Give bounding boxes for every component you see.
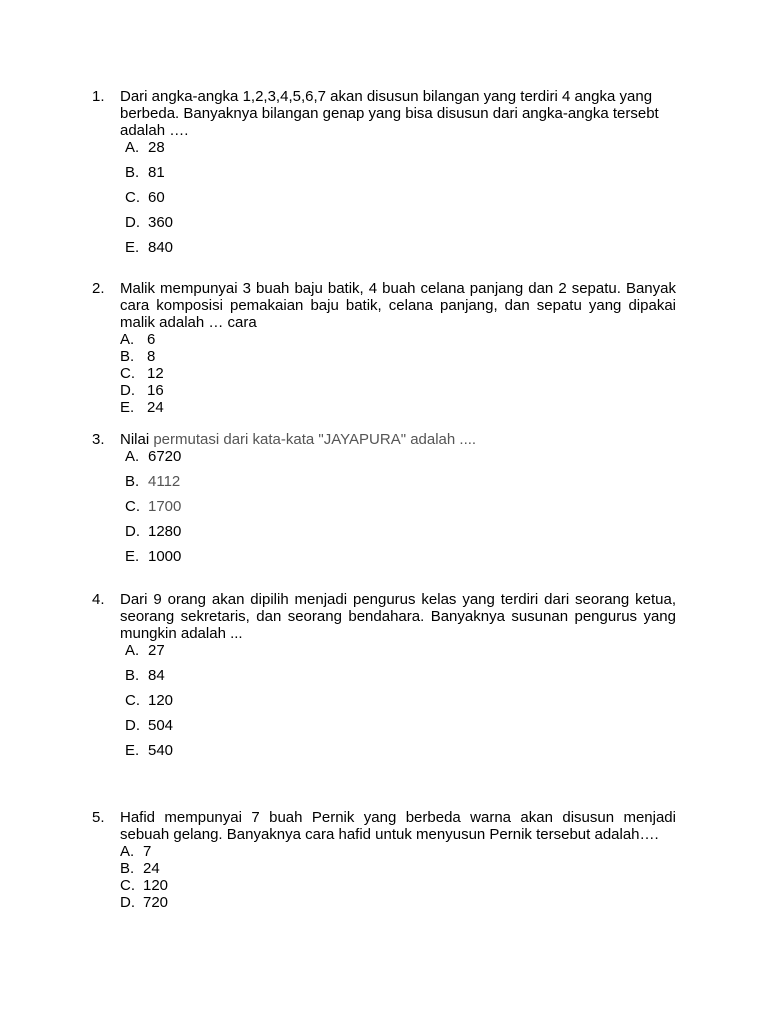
option-value: 504 (148, 717, 174, 734)
option-letter: D. (125, 214, 140, 231)
question-text-rest: permutasi dari kata-kata "JAYAPURA" adalah .... (153, 431, 477, 448)
option-value: 4112 (148, 473, 181, 490)
option-c (125, 189, 676, 206)
option-value: 360 (148, 214, 174, 231)
option-list (125, 642, 676, 759)
option-value: 12 (147, 365, 164, 382)
option-list (125, 139, 676, 256)
option-letter: D. (120, 894, 135, 911)
question-1 (92, 88, 676, 256)
question-number: 1. (92, 88, 105, 105)
option-d (120, 894, 676, 911)
option-letter: E. (125, 548, 140, 565)
option-a (125, 642, 676, 659)
option-c (125, 692, 676, 709)
option-letter: A. (125, 642, 140, 659)
option-letter: C. (125, 692, 140, 709)
option-e (120, 399, 676, 416)
option-a (120, 331, 676, 348)
option-value: 720 (143, 894, 169, 911)
option-value: 120 (143, 877, 169, 894)
option-letter: C. (125, 189, 140, 206)
option-value: 6720 (148, 448, 182, 465)
option-a (125, 448, 676, 465)
option-letter: C. (120, 877, 135, 894)
option-e (125, 742, 676, 759)
option-letter: C. (120, 365, 135, 382)
option-d (125, 523, 676, 540)
option-value: 6 (147, 331, 156, 348)
option-value: 60 (148, 189, 165, 206)
option-d (125, 717, 676, 734)
question-number: 2. (92, 280, 105, 297)
option-letter: A. (120, 331, 135, 348)
option-letter: B. (120, 348, 135, 365)
option-value: 8 (147, 348, 156, 365)
question-3 (92, 431, 676, 565)
option-value: 24 (143, 860, 160, 877)
option-letter: B. (125, 473, 140, 490)
option-letter: E. (120, 399, 135, 416)
option-letter: A. (125, 448, 140, 465)
option-letter: E. (125, 742, 140, 759)
option-letter: B. (120, 860, 135, 877)
option-b (125, 164, 676, 181)
option-value: 81 (148, 164, 165, 181)
option-value: 120 (148, 692, 174, 709)
question-text (120, 431, 676, 448)
option-b (125, 473, 676, 490)
option-d (125, 214, 676, 231)
option-e (125, 548, 676, 565)
option-value: 1280 (148, 523, 182, 540)
question-number: 4. (92, 591, 105, 608)
option-letter: D. (125, 717, 140, 734)
option-value: 16 (147, 382, 164, 399)
question-5 (92, 809, 676, 911)
option-a (125, 139, 676, 156)
question-4 (92, 591, 676, 759)
option-value: 7 (143, 843, 152, 860)
option-list (120, 331, 676, 416)
option-letter: B. (125, 667, 140, 684)
option-c (120, 877, 676, 894)
option-letter: C. (125, 498, 140, 515)
question-text: Malik mempunyai 3 buah baju batik, 4 buah celana panjang dan 2 sepatu. Banyak cara komposisi pemakaian baju batik, celana panjang, dan sepatu yang dipakai malik adalah … cara (120, 280, 676, 331)
option-a (120, 843, 676, 860)
option-letter: B. (125, 164, 140, 181)
option-value: 27 (148, 642, 165, 659)
option-value: 84 (148, 667, 165, 684)
option-c (125, 498, 676, 515)
question-2 (92, 280, 676, 416)
option-value: 28 (148, 139, 165, 156)
question-number: 5. (92, 809, 105, 826)
option-letter: D. (125, 523, 140, 540)
option-b (125, 667, 676, 684)
option-letter: D. (120, 382, 135, 399)
option-value: 24 (147, 399, 164, 416)
option-value: 540 (148, 742, 174, 759)
option-d (120, 382, 676, 399)
option-letter: E. (125, 239, 140, 256)
option-value: 840 (148, 239, 174, 256)
option-letter: A. (125, 139, 140, 156)
option-value: 1000 (148, 548, 182, 565)
option-e (125, 239, 676, 256)
option-list (120, 843, 676, 911)
option-value: 1700 (148, 498, 182, 515)
question-text: Dari 9 orang akan dipilih menjadi pengurus kelas yang terdiri dari seorang ketua, seorang sekretaris, dan seorang bendahara. Banyaknya susunan pengurus yang mungkin adalah ... (120, 591, 676, 642)
question-text: Dari angka-angka 1,2,3,4,5,6,7 akan disusun bilangan yang terdiri 4 angka yang berbeda. Banyaknya bilangan genap yang bisa disusun dari angka-angka tersebt adalah …. (120, 88, 659, 139)
question-text-prefix: Nilai (120, 431, 154, 448)
option-c (120, 365, 676, 382)
question-text: Hafid mempunyai 7 buah Pernik yang berbeda warna akan disusun menjadi sebuah gelang. Banyaknya cara hafid untuk menyusun Pernik tersebut adalah…. (120, 809, 676, 843)
option-letter: A. (120, 843, 135, 860)
option-b (120, 348, 676, 365)
option-list (125, 448, 676, 565)
option-b (120, 860, 676, 877)
question-number: 3. (92, 431, 105, 448)
